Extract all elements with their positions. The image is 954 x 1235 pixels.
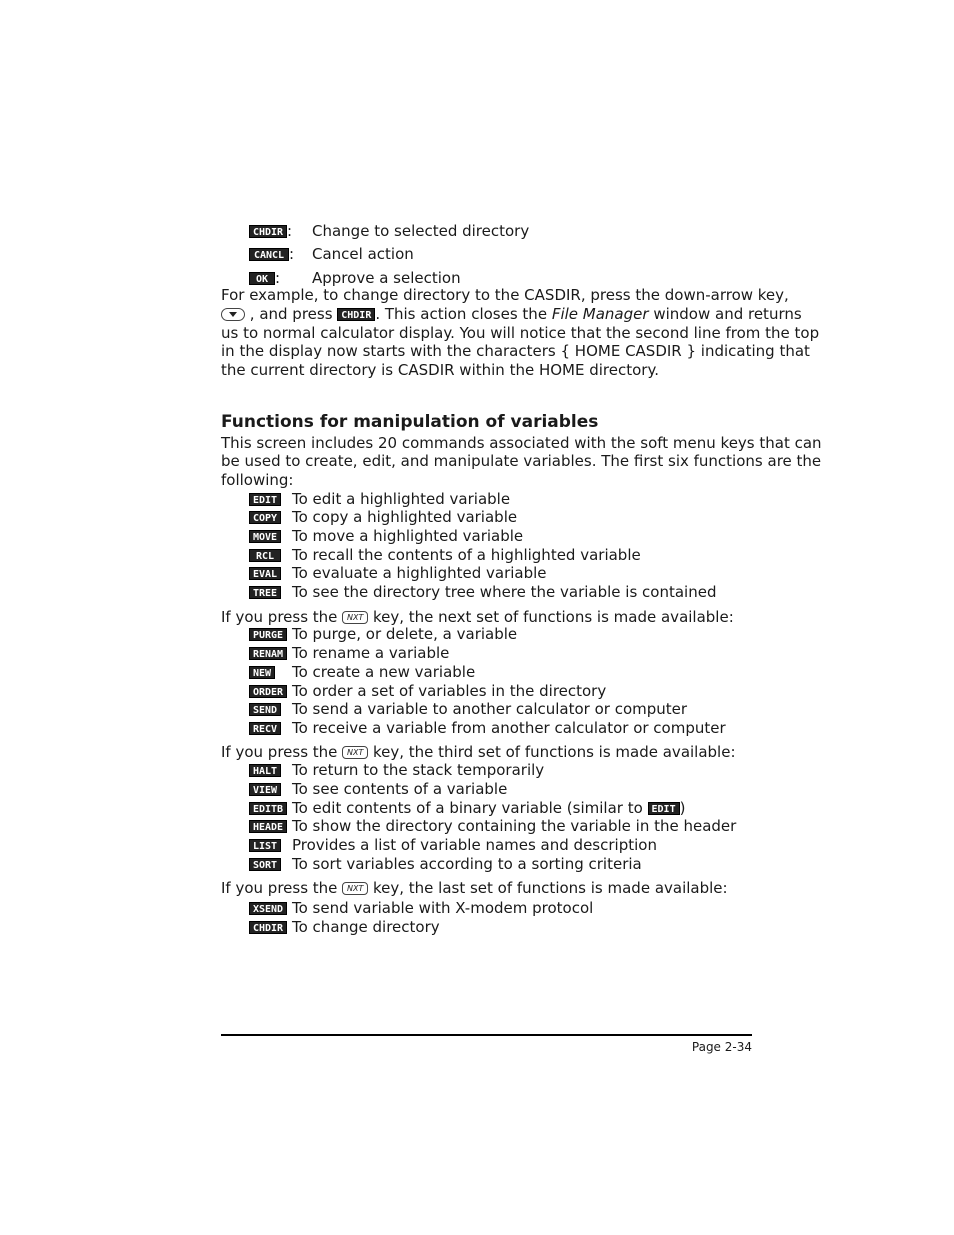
list-item-desc: To see the directory tree where the variable is contained [292, 583, 717, 601]
footer-rule [221, 1034, 752, 1036]
softkey-xsend: XSEND [249, 902, 287, 915]
list-item [249, 644, 287, 663]
list-item [249, 546, 281, 565]
softkey-recv: RECV [249, 722, 281, 735]
key-desc: Cancel action [312, 245, 414, 263]
softkey-purge: PURGE [249, 628, 287, 641]
softkey-rcl: RCL [249, 549, 281, 562]
separator: : [275, 269, 281, 287]
list-item [249, 761, 281, 780]
list-item-desc: To receive a variable from another calculator or computer [292, 719, 726, 737]
list-item-desc: To see contents of a variable [292, 780, 508, 798]
list-item [249, 564, 281, 583]
softkey-sort: SORT [249, 858, 281, 871]
list-item-desc: To send variable with X-modem protocol [292, 899, 594, 917]
list-item [249, 700, 281, 719]
softkey-ok: OK [249, 272, 275, 285]
list-item-desc: To order a set of variables in the directory [292, 682, 607, 700]
list-item [249, 899, 287, 918]
softkey-edit: EDIT [249, 493, 281, 506]
list-item [249, 583, 281, 602]
file-manager-term: File Manager [551, 305, 649, 323]
softkey-tree: TREE [249, 586, 281, 599]
para2-line3: following: [221, 471, 294, 489]
para1-line2: , and press CHDIR . This action closes the File Manager window and returns [221, 305, 802, 324]
para1-line3: us to normal calculator display. You will notice that the second line from the top [221, 324, 820, 342]
softkey-copy: COPY [249, 511, 281, 524]
key-item-chdir [249, 222, 292, 241]
list-item-desc: To copy a highlighted variable [292, 508, 518, 526]
softkey-send: SEND [249, 703, 281, 716]
list-item [249, 855, 281, 874]
list-item-desc: To sort variables according to a sorting criteria [292, 855, 642, 873]
intro-last-set: If you press the NXT key, the last set of functions is made available: [221, 879, 728, 897]
softkey-new: NEW [249, 666, 275, 679]
list-item [249, 817, 287, 836]
softkey-cancl: CANCL [249, 248, 289, 261]
list-item-desc: To evaluate a highlighted variable [292, 564, 547, 582]
softkey-renam: RENAM [249, 647, 287, 660]
key-item-cancl [249, 245, 294, 264]
softkey-edit: EDIT [648, 802, 680, 815]
list-item [249, 625, 287, 644]
separator: : [289, 245, 295, 263]
intro-third-set: If you press the NXT key, the third set of functions is made available: [221, 743, 736, 761]
list-item-desc: To rename a variable [292, 644, 450, 662]
list-item-desc: To return to the stack temporarily [292, 761, 545, 779]
down-arrow-key-icon [221, 308, 245, 321]
softkey-eval: EVAL [249, 567, 281, 580]
list-item [249, 527, 281, 546]
nxt-key-icon: NXT [342, 611, 368, 624]
softkey-move: MOVE [249, 530, 281, 543]
list-item-desc: To purge, or delete, a variable [292, 625, 518, 643]
list-item [249, 490, 281, 509]
list-item [249, 719, 281, 738]
softkey-list: LIST [249, 839, 281, 852]
list-item-desc: To change directory [292, 918, 440, 936]
separator: : [287, 222, 293, 240]
key-desc: Change to selected directory [312, 222, 530, 240]
softkey-editb: EDITB [249, 802, 287, 815]
softkey-halt: HALT [249, 764, 281, 777]
list-item-desc: To send a variable to another calculator or computer [292, 700, 688, 718]
list-item [249, 918, 287, 937]
list-item-desc: To move a highlighted variable [292, 527, 524, 545]
list-item [249, 508, 281, 527]
list-item-desc: To recall the contents of a highlighted variable [292, 546, 641, 564]
softkey-view: VIEW [249, 783, 281, 796]
list-item [249, 663, 275, 682]
para1-line4: in the display now starts with the characters { HOME CASDIR } indicating that [221, 342, 810, 360]
list-item [249, 799, 287, 818]
list-item-desc: To create a new variable [292, 663, 476, 681]
nxt-key-icon: NXT [342, 746, 368, 759]
para2-line2: be used to create, edit, and manipulate variables. The first six functions are the [221, 452, 822, 470]
list-item-desc: To edit a highlighted variable [292, 490, 511, 508]
para2-line1: This screen includes 20 commands associated with the soft menu keys that can [221, 434, 822, 452]
intro-next-set: If you press the NXT key, the next set of functions is made available: [221, 608, 734, 626]
list-item-desc: Provides a list of variable names and description [292, 836, 657, 854]
section-heading: Functions for manipulation of variables [221, 412, 599, 432]
list-item-desc: To show the directory containing the variable in the header [292, 817, 737, 835]
softkey-heade: HEADE [249, 820, 287, 833]
para1-line5: the current directory is CASDIR within the HOME directory. [221, 361, 659, 379]
para1-line1: For example, to change directory to the CASDIR, press the down-arrow key, [221, 286, 789, 304]
list-item [249, 780, 281, 799]
page-number: Page 2-34 [691, 1040, 752, 1054]
key-desc: Approve a selection [312, 269, 461, 287]
list-item [249, 682, 287, 701]
list-item [249, 836, 281, 855]
nxt-key-icon: NXT [342, 882, 368, 895]
softkey-order: ORDER [249, 685, 287, 698]
softkey-chdir: CHDIR [249, 921, 287, 934]
softkey-chdir: CHDIR [337, 308, 375, 321]
softkey-chdir: CHDIR [249, 225, 287, 238]
list-item-desc: To edit contents of a binary variable (similar to EDIT ) [292, 799, 686, 817]
